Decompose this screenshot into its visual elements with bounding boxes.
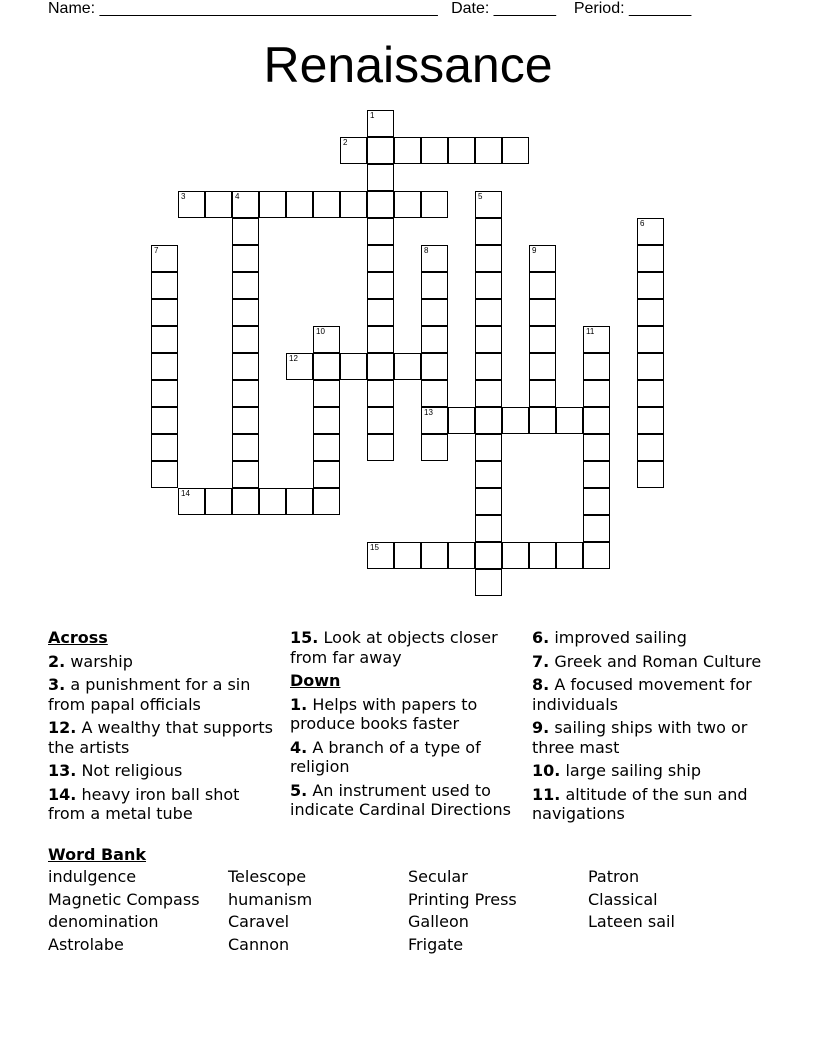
crossword-cell[interactable]	[637, 326, 664, 353]
clue-text: Look at objects closer from far away	[290, 628, 498, 667]
word-bank-item: Cannon	[228, 935, 290, 955]
crossword-cell[interactable]	[637, 353, 664, 380]
crossword-cell[interactable]	[637, 461, 664, 488]
crossword-cell[interactable]	[367, 218, 394, 245]
crossword-cell[interactable]	[367, 353, 394, 380]
crossword-cell[interactable]	[475, 299, 502, 326]
crossword-cell[interactable]	[367, 434, 394, 461]
crossword-cell[interactable]	[151, 353, 178, 380]
crossword-cell[interactable]	[367, 407, 394, 434]
crossword-cell[interactable]	[556, 407, 583, 434]
crossword-cell[interactable]	[637, 407, 664, 434]
crossword-cell[interactable]	[475, 488, 502, 515]
crossword-cell[interactable]	[583, 542, 610, 569]
date-blank[interactable]: _______	[493, 0, 557, 17]
crossword-cell[interactable]	[529, 407, 556, 434]
clue-number: 13.	[48, 761, 77, 780]
clue-text: A focused movement for individuals	[532, 675, 752, 714]
clue-text: heavy iron ball shot from a metal tube	[48, 784, 240, 823]
crossword-cell[interactable]	[637, 299, 664, 326]
clue-down-5	[290, 781, 520, 820]
word-bank-item: Patron	[588, 867, 640, 886]
clues-column-3	[532, 628, 762, 828]
date-label: Date:	[451, 0, 490, 17]
cell-number: 14	[181, 489, 190, 498]
crossword-cell[interactable]	[583, 515, 610, 542]
clue-number: 4.	[290, 737, 308, 757]
cell-number: 4	[235, 192, 240, 201]
clue-down-7	[532, 652, 762, 672]
across-heading: Across	[48, 628, 108, 647]
crossword-cell[interactable]	[259, 488, 286, 515]
clue-down-1	[290, 695, 520, 734]
word-bank-item: indulgence	[48, 867, 137, 886]
crossword-cell[interactable]	[475, 407, 502, 434]
crossword-cell[interactable]	[313, 434, 340, 461]
crossword-cell[interactable]	[367, 272, 394, 299]
clue-number: 5.	[290, 780, 308, 800]
cell-number: 12	[289, 354, 298, 363]
crossword-cell[interactable]	[421, 191, 448, 218]
crossword-cell[interactable]	[583, 380, 610, 407]
crossword-cell[interactable]	[151, 380, 178, 407]
clue-number: 11.	[532, 784, 561, 804]
clue-across-12	[48, 718, 278, 757]
crossword-cell[interactable]	[475, 218, 502, 245]
clue-number: 10.	[532, 761, 561, 780]
crossword-cell[interactable]	[367, 137, 394, 164]
crossword-cell[interactable]	[367, 245, 394, 272]
clue-text: A wealthy that supports the artists	[48, 718, 273, 757]
crossword-cell[interactable]	[313, 353, 340, 380]
crossword-cell[interactable]	[367, 299, 394, 326]
clue-down-4	[290, 738, 520, 777]
name-label: Name:	[48, 0, 96, 17]
clue-down-9	[532, 718, 762, 757]
cell-number: 7	[154, 246, 159, 255]
clue-number: 7.	[532, 651, 550, 671]
clue-text: An instrument used to indicate Cardinal Directions	[290, 780, 511, 819]
crossword-cell[interactable]	[475, 461, 502, 488]
clue-number: 3.	[48, 675, 66, 694]
clue-text: A branch of a type of religion	[290, 737, 481, 776]
crossword-cell[interactable]	[475, 380, 502, 407]
clue-number: 8.	[532, 675, 550, 694]
crossword-cell[interactable]	[475, 515, 502, 542]
clue-text: a punishment for a sin from papal officials	[48, 675, 251, 714]
crossword-cell[interactable]	[475, 272, 502, 299]
crossword-cell[interactable]	[583, 488, 610, 515]
crossword-cell[interactable]	[313, 488, 340, 515]
crossword-cell[interactable]	[151, 461, 178, 488]
crossword-cell[interactable]	[637, 218, 664, 245]
crossword-cell[interactable]	[475, 137, 502, 164]
name-blank[interactable]: ______________________________________	[99, 0, 438, 17]
clue-down-10	[532, 761, 762, 781]
crossword-cell[interactable]	[367, 326, 394, 353]
crossword-cell[interactable]	[421, 299, 448, 326]
clue-text: large sailing ship	[565, 761, 702, 780]
crossword-cell[interactable]	[583, 353, 610, 380]
clue-across-14	[48, 785, 278, 824]
word-bank-item: denomination	[48, 912, 159, 932]
crossword-cell[interactable]	[421, 434, 448, 461]
crossword-cell[interactable]	[313, 380, 340, 407]
crossword-cell[interactable]	[151, 299, 178, 326]
crossword-cell[interactable]	[637, 434, 664, 461]
clue-across-3	[48, 675, 278, 714]
crossword-cell[interactable]	[421, 353, 448, 380]
down-heading: Down	[290, 671, 341, 690]
clue-text: improved sailing	[554, 628, 687, 647]
crossword-cell[interactable]	[421, 326, 448, 353]
cell-number: 2	[343, 138, 348, 147]
crossword-cell[interactable]	[313, 191, 340, 218]
crossword-cell[interactable]	[529, 380, 556, 407]
clue-number: 6.	[532, 628, 550, 647]
crossword-cell[interactable]	[232, 299, 259, 326]
crossword-cell[interactable]	[583, 461, 610, 488]
crossword-cell[interactable]	[367, 380, 394, 407]
cell-number: 11	[586, 327, 595, 336]
crossword-cell[interactable]	[394, 137, 421, 164]
clue-number: 15.	[290, 628, 319, 647]
clue-text: sailing ships with two or three mast	[532, 718, 748, 757]
crossword-cell[interactable]	[151, 326, 178, 353]
crossword-cell[interactable]	[583, 434, 610, 461]
crossword-cell[interactable]	[421, 272, 448, 299]
crossword-cell[interactable]	[475, 434, 502, 461]
crossword-cell[interactable]	[259, 191, 286, 218]
clue-number: 14.	[48, 784, 77, 804]
page-title: Renaissance	[263, 37, 553, 93]
clue-text: Not religious	[81, 761, 183, 780]
crossword-cell[interactable]	[394, 542, 421, 569]
crossword-cell[interactable]	[475, 569, 502, 596]
clue-number: 9.	[532, 718, 550, 737]
word-bank-item: Frigate	[408, 935, 464, 955]
crossword-cell[interactable]	[340, 137, 367, 164]
crossword-cell[interactable]	[475, 326, 502, 353]
crossword-cell[interactable]	[286, 488, 313, 515]
crossword-cell[interactable]	[151, 407, 178, 434]
clue-across-13	[48, 761, 278, 781]
word-bank	[48, 867, 768, 958]
cell-number: 10	[316, 327, 325, 336]
crossword-cell[interactable]	[340, 191, 367, 218]
word-bank-item: Galleon	[408, 912, 469, 932]
cell-number: 5	[478, 192, 483, 201]
crossword-cell[interactable]	[286, 353, 313, 380]
crossword-cell[interactable]	[583, 326, 610, 353]
crossword-cell[interactable]	[232, 461, 259, 488]
crossword-cell[interactable]	[502, 137, 529, 164]
word-bank-item: Magnetic Compass	[48, 889, 200, 909]
cell-number: 9	[532, 246, 537, 255]
crossword-cell[interactable]	[205, 191, 232, 218]
word-bank-item: Astrolabe	[48, 935, 124, 955]
crossword-cell[interactable]	[529, 272, 556, 299]
crossword-cell[interactable]	[367, 110, 394, 137]
clues-column-2	[290, 628, 520, 824]
crossword-cell[interactable]	[583, 407, 610, 434]
crossword-cell[interactable]	[394, 353, 421, 380]
word-bank-item: humanism	[228, 889, 313, 909]
crossword-cell[interactable]	[502, 542, 529, 569]
clue-number: 12.	[48, 718, 77, 737]
crossword-cell[interactable]	[529, 326, 556, 353]
cell-number: 1	[370, 111, 375, 120]
crossword-cell[interactable]	[232, 488, 259, 515]
clue-text: altitude of the sun and navigations	[532, 784, 748, 823]
crossword-cell[interactable]	[637, 272, 664, 299]
crossword-cell[interactable]	[475, 542, 502, 569]
crossword-cell[interactable]	[475, 353, 502, 380]
crossword-cell[interactable]	[448, 137, 475, 164]
word-bank-item: Printing Press	[408, 889, 517, 909]
clues-column-1	[48, 628, 278, 828]
crossword-cell[interactable]	[232, 326, 259, 353]
word-bank-item: Caravel	[228, 912, 290, 932]
clue-down-11	[532, 785, 762, 824]
crossword-cell[interactable]	[232, 353, 259, 380]
word-bank-item: Classical	[588, 889, 658, 909]
crossword-cell[interactable]	[529, 542, 556, 569]
crossword-cell[interactable]	[421, 542, 448, 569]
word-bank-item: Lateen sail	[588, 912, 675, 932]
crossword-cell[interactable]	[232, 218, 259, 245]
clue-text: Greek and Roman Culture	[554, 651, 762, 671]
crossword-cell[interactable]	[205, 488, 232, 515]
cell-number: 6	[640, 219, 645, 228]
crossword-cell[interactable]	[367, 164, 394, 191]
cell-number: 3	[181, 192, 186, 201]
word-bank-item: Secular	[408, 867, 468, 886]
period-label: Period:	[573, 0, 625, 17]
crossword-cell[interactable]	[448, 407, 475, 434]
crossword-cell[interactable]	[232, 272, 259, 299]
crossword-cell[interactable]	[313, 326, 340, 353]
crossword-cell[interactable]	[421, 407, 448, 434]
crossword-cell[interactable]	[232, 191, 259, 218]
word-bank-heading: Word Bank	[48, 845, 147, 864]
word-bank-item: Telescope	[228, 867, 307, 886]
crossword-cell[interactable]	[313, 407, 340, 434]
crossword-cell[interactable]	[232, 407, 259, 434]
crossword-cell[interactable]	[556, 542, 583, 569]
crossword-cell[interactable]	[340, 353, 367, 380]
clue-down-6	[532, 628, 762, 648]
crossword-cell[interactable]	[178, 191, 205, 218]
cell-number: 13	[424, 408, 433, 417]
crossword-cell[interactable]	[529, 299, 556, 326]
period-blank[interactable]: _______	[629, 0, 692, 17]
crossword-cell[interactable]	[421, 137, 448, 164]
clue-number: 2.	[48, 651, 66, 671]
clue-text: warship	[70, 651, 133, 671]
clue-across-15	[290, 628, 520, 667]
cell-number: 15	[370, 543, 379, 552]
crossword-cell[interactable]	[421, 380, 448, 407]
crossword-cell[interactable]	[448, 542, 475, 569]
cell-number: 8	[424, 246, 429, 255]
crossword-cell[interactable]	[232, 434, 259, 461]
crossword-cell[interactable]	[502, 407, 529, 434]
crossword-cell[interactable]	[475, 245, 502, 272]
crossword-cell[interactable]	[637, 245, 664, 272]
crossword-cell[interactable]	[394, 191, 421, 218]
crossword-cell[interactable]	[367, 191, 394, 218]
clue-across-2	[48, 652, 278, 672]
crossword-cell[interactable]	[637, 380, 664, 407]
crossword-cell[interactable]	[475, 191, 502, 218]
crossword-cell[interactable]	[232, 245, 259, 272]
crossword-cell[interactable]	[151, 434, 178, 461]
crossword-cell[interactable]	[313, 461, 340, 488]
clue-down-8	[532, 675, 762, 714]
crossword-cell[interactable]	[151, 245, 178, 272]
crossword-cell[interactable]	[421, 245, 448, 272]
crossword-cell[interactable]	[286, 191, 313, 218]
clue-number: 1.	[290, 694, 308, 714]
clue-text: Helps with papers to produce books faster	[290, 694, 478, 733]
crossword-cell[interactable]	[232, 380, 259, 407]
crossword-cell[interactable]	[529, 245, 556, 272]
crossword-cell[interactable]	[178, 488, 205, 515]
crossword-cell[interactable]	[151, 272, 178, 299]
crossword-cell[interactable]	[367, 542, 394, 569]
crossword-cell[interactable]	[529, 353, 556, 380]
